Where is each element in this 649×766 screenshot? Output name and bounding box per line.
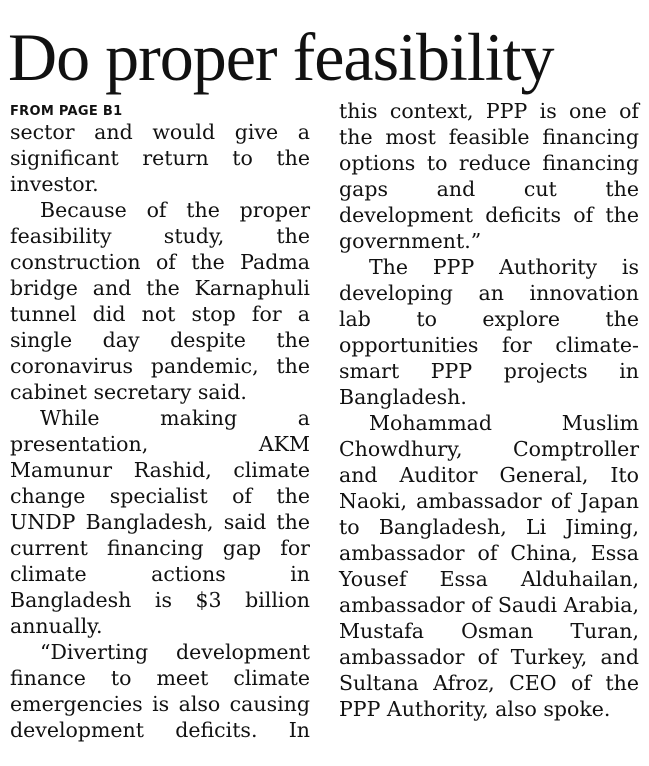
- article-column-right: [339, 98, 639, 722]
- paragraph: this context, PPP is one of the most feasible financing options to reduce financing gaps and cut the development deficits of the government.”: [339, 99, 639, 253]
- paragraph: While making a presentation, AKM Mamunur Rashid, climate change specialist of the UNDP Bangladesh, said the current financing gap for climate actions in Bangladesh is $3 billion annually.: [10, 406, 310, 638]
- headline: Do proper feasibility: [8, 19, 554, 95]
- jump-line: FROM PAGE B1: [10, 104, 123, 119]
- article-column-left: [10, 104, 310, 743]
- paragraph: Because of the proper feasibility study, the construction of the Padma bridge and the Karnaphuli tunnel did not stop for a single day despite the coronavirus pandemic, the cabinet secretary said.: [10, 198, 310, 404]
- paragraph: “Diverting development finance to meet climate emergencies is also causing development deficits. In: [10, 640, 310, 742]
- paragraph: sector and would give a significant return to the investor.: [10, 120, 310, 196]
- paragraph: The PPP Authority is developing an innovation lab to explore the opportunities for climate-smart PPP projects in Bangladesh.: [339, 255, 639, 409]
- paragraph: Mohammad Muslim Chowdhury, Comptroller and Auditor General, Ito Naoki, ambassador of Japan to Bangladesh, Li Jiming, ambassador of China, Essa Yousef Essa Alduhailan, ambassador of Saudi Arabia, Mustafa Osman Turan, ambassador of Turkey, and Sultana Afroz, CEO of the PPP Authority, also spoke.: [339, 411, 639, 721]
